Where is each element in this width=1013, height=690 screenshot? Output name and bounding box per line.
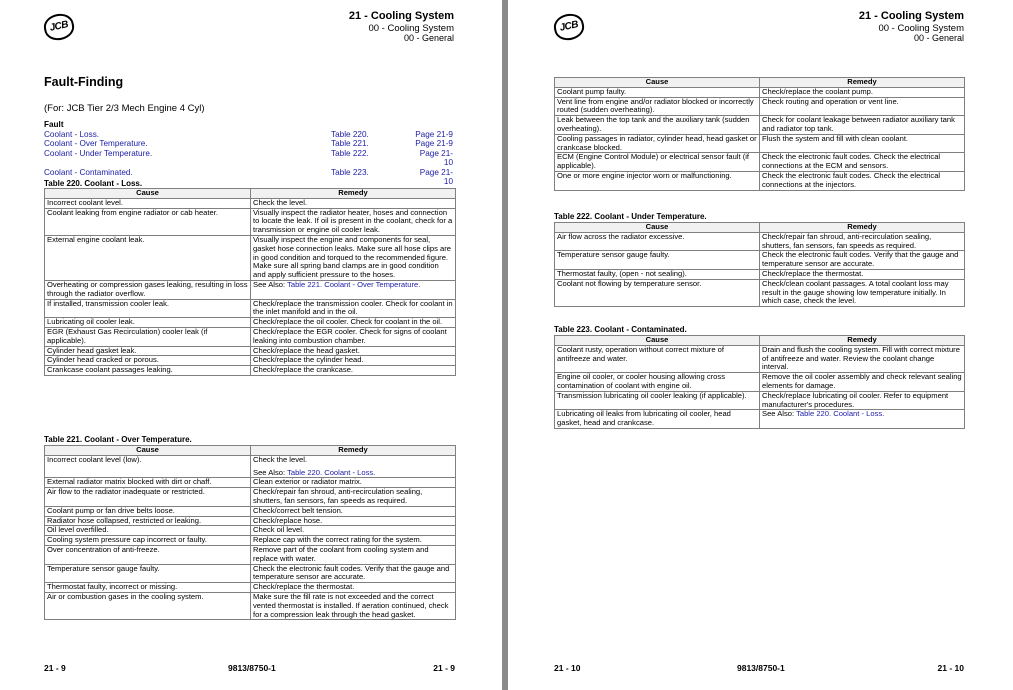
table-row <box>555 232 965 251</box>
cause-cell: Coolant pump or fan drive belts loose. <box>45 506 251 516</box>
remedy-text: Check/replace the transmission cooler. Check for coolant in the inlet manifold and in the oil. <box>253 298 453 317</box>
remedy-column-header: Remedy <box>760 336 965 346</box>
cause-cell: Cooling system pressure cap incorrect or faulty. <box>45 536 251 546</box>
fault-table-ref[interactable]: Table 223. <box>331 167 369 177</box>
remedy-text: Check/repair fan shroud, anti-recirculation sealing, shutters, fan sensors, fan speeds as required. <box>253 487 423 505</box>
cause-cell: Lubricating oil leaks from lubricating oil cooler, head gasket, head and crankcase. <box>555 410 760 429</box>
fault-page-ref[interactable]: Page 21-10 <box>419 148 453 168</box>
table-row <box>45 488 456 507</box>
cause-cell: Temperature sensor gauge faulty. <box>555 251 760 270</box>
cause-cell: Over concentration of anti-freeze. <box>45 545 251 564</box>
remedy-cell <box>760 410 965 429</box>
remedy-text: Visually inspect the radiator heater, hoses and connection to locate the leak. If oil is present in the coolant, check for a transmission or engine oil cooler leak. <box>253 207 453 235</box>
cause-cell: Coolant leaking from engine radiator or cab heater. <box>45 208 251 235</box>
remedy-text: See Also: <box>762 409 797 419</box>
subsection-title: 00 - Cooling System <box>368 22 454 34</box>
table-221-coolant-over-temperature <box>44 445 456 620</box>
cause-column-header: Cause <box>45 446 251 456</box>
table-223-coolant-contaminated <box>554 335 965 429</box>
cause-column-header: Cause <box>555 336 760 346</box>
group-title: 00 - General <box>403 33 454 44</box>
subsection-title: 00 - Cooling System <box>878 22 964 34</box>
cause-cell: Coolant rusty, operation without correct mixture of antifreeze and water. <box>555 345 760 372</box>
remedy-text: Check/correct belt tension. <box>253 505 343 515</box>
remedy-text: Check the electronic fault codes. Verify that the gauge and temperature sensor are accurate. <box>762 250 959 269</box>
fault-link[interactable]: Coolant - Contaminated. <box>44 167 133 177</box>
remedy-column-header: Remedy <box>760 78 965 88</box>
remedy-cell <box>251 592 456 619</box>
table-222-caption: Table 222. Coolant - Under Temperature. <box>554 212 707 221</box>
remedy-cell <box>760 391 965 410</box>
cause-cell: One or more engine injector worn or malfunctioning. <box>555 171 760 190</box>
remedy-cell <box>760 345 965 372</box>
cause-cell: Cylinder head cracked or porous. <box>45 356 251 366</box>
cause-column-header: Cause <box>555 78 760 88</box>
footer-page-left: 21 - 10 <box>554 663 581 673</box>
cause-cell: Air flow across the radiator excessive. <box>555 232 760 251</box>
cause-cell: Oil level overfilled. <box>45 526 251 536</box>
cause-cell: Cooling passages in radiator, cylinder head, head gasket or crankcase blocked. <box>555 134 760 153</box>
remedy-cell <box>760 153 965 172</box>
fault-index-heading: Fault <box>44 120 64 129</box>
cause-cell: External engine coolant leak. <box>45 235 251 280</box>
fault-link[interactable]: Coolant - Over Temperature. <box>44 139 148 149</box>
table-row <box>45 506 456 516</box>
remedy-text: Check the level. <box>253 454 308 464</box>
remedy-cell <box>251 280 456 299</box>
cause-cell: If installed, transmission cooler leak. <box>45 299 251 318</box>
jcb-logo: JCB <box>552 11 587 43</box>
table-221-caption: Table 221. Coolant - Over Temperature. <box>44 435 192 444</box>
fault-page-ref[interactable]: Page 21-9 <box>415 129 453 139</box>
table-222-coolant-under-temperature <box>554 222 965 307</box>
remedy-cell <box>251 545 456 564</box>
remedy-text: Check/replace the oil cooler. Check for coolant in the oil. <box>253 317 443 327</box>
table-row <box>555 134 965 153</box>
fault-table-ref[interactable]: Table 220. <box>331 129 369 139</box>
cause-cell: Transmission lubricating oil cooler leaking (if applicable). <box>555 391 760 410</box>
remedy-text: See Also: <box>253 279 288 289</box>
fault-index-row <box>44 139 453 149</box>
table-row <box>45 208 456 235</box>
cause-cell: Air or combustion gases in the cooling system. <box>45 592 251 619</box>
remedy-cell <box>251 366 456 376</box>
cause-cell: Air flow to the radiator inadequate or restricted. <box>45 488 251 507</box>
remedy-text: Check/replace the head gasket. <box>253 345 360 355</box>
remedy-text: Check/replace lubricating oil cooler. Refer to equipment manufacturer's procedures. <box>762 390 949 409</box>
remedy-cell <box>760 134 965 153</box>
remedy-text: Visually inspect the engine and components for seal, gasket hose connection leaks. Make sure all hose clips are in good condition and torqued to the recommended figure. Make sure all spring band clamps are in good condition and apply sufficient pressure to the hoses. <box>253 234 451 280</box>
applies-to-note: (For: JCB Tier 2/3 Mech Engine 4 Cyl) <box>44 103 205 114</box>
remedy-cell <box>251 327 456 346</box>
remedy-cell <box>760 97 965 116</box>
remedy-text: Check/replace the cylinder head. <box>253 355 364 365</box>
remedy-text: Check/replace hose. <box>253 515 323 525</box>
cause-cell: Coolant not flowing by temperature sensor. <box>555 279 760 306</box>
remedy-text: Make sure the fill rate is not exceeded and the correct vented thermostat is installed. If aeration continued, check for a compression leak through the head gasket. <box>253 591 449 619</box>
remedy-column-header: Remedy <box>251 189 456 199</box>
table-row <box>45 455 456 478</box>
remedy-cell <box>760 279 965 306</box>
remedy-text: Clean exterior or radiator matrix. <box>253 477 362 487</box>
fault-link[interactable]: Coolant - Loss. <box>44 129 100 139</box>
table-row <box>45 592 456 619</box>
footer-page-right: 21 - 9 <box>433 663 455 673</box>
table-row <box>45 299 456 318</box>
cause-cell: Radiator hose collapsed, restricted or leaking. <box>45 516 251 526</box>
cause-cell: Thermostat faulty, incorrect or missing. <box>45 583 251 593</box>
remedy-text: Check oil level. <box>253 525 305 535</box>
remedy-text: Check the electronic fault codes. Check the electrical connections at the injectors. <box>762 170 941 189</box>
table-row <box>555 279 965 306</box>
cause-cell: Coolant pump faulty. <box>555 87 760 97</box>
footer-doc-number: 9813/8750-1 <box>228 663 276 673</box>
remedy-cell <box>760 171 965 190</box>
table-row <box>555 391 965 410</box>
cause-column-header: Cause <box>555 223 760 233</box>
cause-cell: Engine oil cooler, or cooler housing allowing cross contamination of coolant with engine oil. <box>555 373 760 392</box>
table-row <box>45 366 456 376</box>
remedy-cell <box>251 208 456 235</box>
remedy-text: Check/replace the coolant pump. <box>762 86 874 96</box>
fault-index-row <box>44 130 453 140</box>
cause-cell: Temperature sensor gauge faulty. <box>45 564 251 583</box>
footer-doc-number: 9813/8750-1 <box>737 663 785 673</box>
remedy-column-header: Remedy <box>760 223 965 233</box>
table-220-coolant-loss <box>44 188 456 376</box>
table-row <box>555 345 965 372</box>
section-title: 21 - Cooling System <box>348 10 454 22</box>
remedy-cell <box>760 116 965 135</box>
cause-cell: Cylinder head gasket leak. <box>45 346 251 356</box>
footer-page-right: 21 - 10 <box>937 663 964 673</box>
table-223-caption: Table 223. Coolant - Contaminated. <box>554 325 687 334</box>
remedy-cell <box>251 299 456 318</box>
section-title: 21 - Cooling System <box>858 10 964 22</box>
cross-reference-link[interactable]: Table 220. Coolant - Loss. <box>287 467 376 477</box>
cross-reference-link[interactable]: Table 221. Coolant - Over Temperature. <box>287 279 421 289</box>
remedy-text: Remove the oil cooler assembly and check relevant sealing elements for damage. <box>762 372 962 390</box>
cause-cell: Incorrect coolant level (low). <box>45 455 251 478</box>
remedy-text: Check for coolant leakage between radiator auxiliary tank and radiator top tank. <box>762 115 955 133</box>
remedy-cell <box>251 235 456 280</box>
cause-cell: Thermostat faulty, (open - not sealing). <box>555 269 760 279</box>
remedy-column-header: Remedy <box>251 446 456 456</box>
remedy-text: Drain and flush the cooling system. Fill with correct mixture of antifreeze and water. Review the coolant change interval. <box>762 344 960 372</box>
table-row <box>555 410 965 429</box>
cause-cell: Vent line from engine and/or radiator blocked or incorrectly routed (sudden overheating). <box>555 97 760 116</box>
remedy-text: Flush the system and fill with clean coolant. <box>762 133 909 143</box>
fault-table-ref[interactable]: Table 221. <box>331 139 369 149</box>
cause-cell: Lubricating oil cooler leak. <box>45 318 251 328</box>
cause-cell: Overheating or compression gases leaking, resulting in loss through the radiator overflow. <box>45 280 251 299</box>
table-row <box>45 564 456 583</box>
remedy-cell <box>760 251 965 270</box>
remedy-text: Check the level. <box>253 197 308 207</box>
remedy-text: Check/replace the EGR cooler. Check for signs of coolant leaking into combustion chamber. <box>253 326 447 345</box>
fault-page-ref[interactable]: Page 21-10 <box>419 167 453 187</box>
remedy-text: Check/clean coolant passages. A total coolant loss may result in the gauge showing low temperature initially. In which case, check the level. <box>762 278 949 306</box>
page-header <box>349 10 454 44</box>
page-title: Fault-Finding <box>44 75 124 89</box>
cause-cell: Crankcase coolant passages leaking. <box>45 366 251 376</box>
fault-link[interactable]: Coolant - Under Temperature. <box>44 148 153 158</box>
page-header <box>859 10 964 44</box>
remedy-text: Replace cap with the correct rating for the system. <box>253 535 422 545</box>
remedy-text: Check/replace the thermostat. <box>253 582 355 592</box>
cross-reference-link[interactable]: Table 220. Coolant - Loss. <box>796 409 885 419</box>
see-also-label: See Also: <box>253 467 288 477</box>
table-row <box>45 235 456 280</box>
table-row <box>45 545 456 564</box>
table-221-continued <box>554 77 965 191</box>
fault-index-row <box>44 149 453 168</box>
remedy-cell <box>760 232 965 251</box>
remedy-cell <box>251 564 456 583</box>
remedy-text: Check routing and operation or vent line. <box>762 96 899 106</box>
remedy-text: Check/replace the thermostat. <box>762 268 864 278</box>
table-row <box>555 171 965 190</box>
group-title: 00 - General <box>913 33 964 44</box>
table-row <box>555 373 965 392</box>
cause-column-header: Cause <box>45 189 251 199</box>
cause-cell: Incorrect coolant level. <box>45 198 251 208</box>
manual-page-right <box>508 0 1013 690</box>
footer-page-left: 21 - 9 <box>44 663 66 673</box>
remedy-cell <box>251 488 456 507</box>
cause-cell: External radiator matrix blocked with dirt or chaff. <box>45 478 251 488</box>
cause-cell: Leak between the top tank and the auxiliary tank (sudden overheating). <box>555 116 760 135</box>
table-row <box>555 97 965 116</box>
remedy-text: Check/replace the crankcase. <box>253 365 354 375</box>
remedy-text: Remove part of the coolant from cooling system and replace with water. <box>253 544 429 563</box>
table-row <box>555 116 965 135</box>
table-row <box>555 153 965 172</box>
remedy-cell <box>251 455 456 478</box>
remedy-cell <box>760 373 965 392</box>
cause-cell: ECM (Engine Control Module) or electrical sensor fault (if applicable). <box>555 153 760 172</box>
manual-page-left <box>0 0 502 690</box>
jcb-logo: JCB <box>42 11 77 43</box>
table-row <box>45 280 456 299</box>
fault-page-ref[interactable]: Page 21-9 <box>415 139 453 149</box>
fault-table-ref[interactable]: Table 222. <box>331 148 369 158</box>
cause-cell: EGR (Exhaust Gas Recirculation) cooler leak (if applicable). <box>45 327 251 346</box>
table-220-caption: Table 220. Coolant - Loss. <box>44 179 143 188</box>
table-row <box>555 87 965 97</box>
fault-index <box>44 120 453 187</box>
table-row <box>45 327 456 346</box>
remedy-text: Check the electronic fault codes. Check the electrical connections at the ECM and sensors. <box>762 152 941 171</box>
remedy-text: Check/repair fan shroud, anti-recirculation sealing, shutters, fan sensors, fan speeds as required. <box>762 231 932 250</box>
remedy-text: Check the electronic fault codes. Verify that the gauge and temperature sensor are accurate. <box>253 563 450 582</box>
table-row <box>555 251 965 270</box>
